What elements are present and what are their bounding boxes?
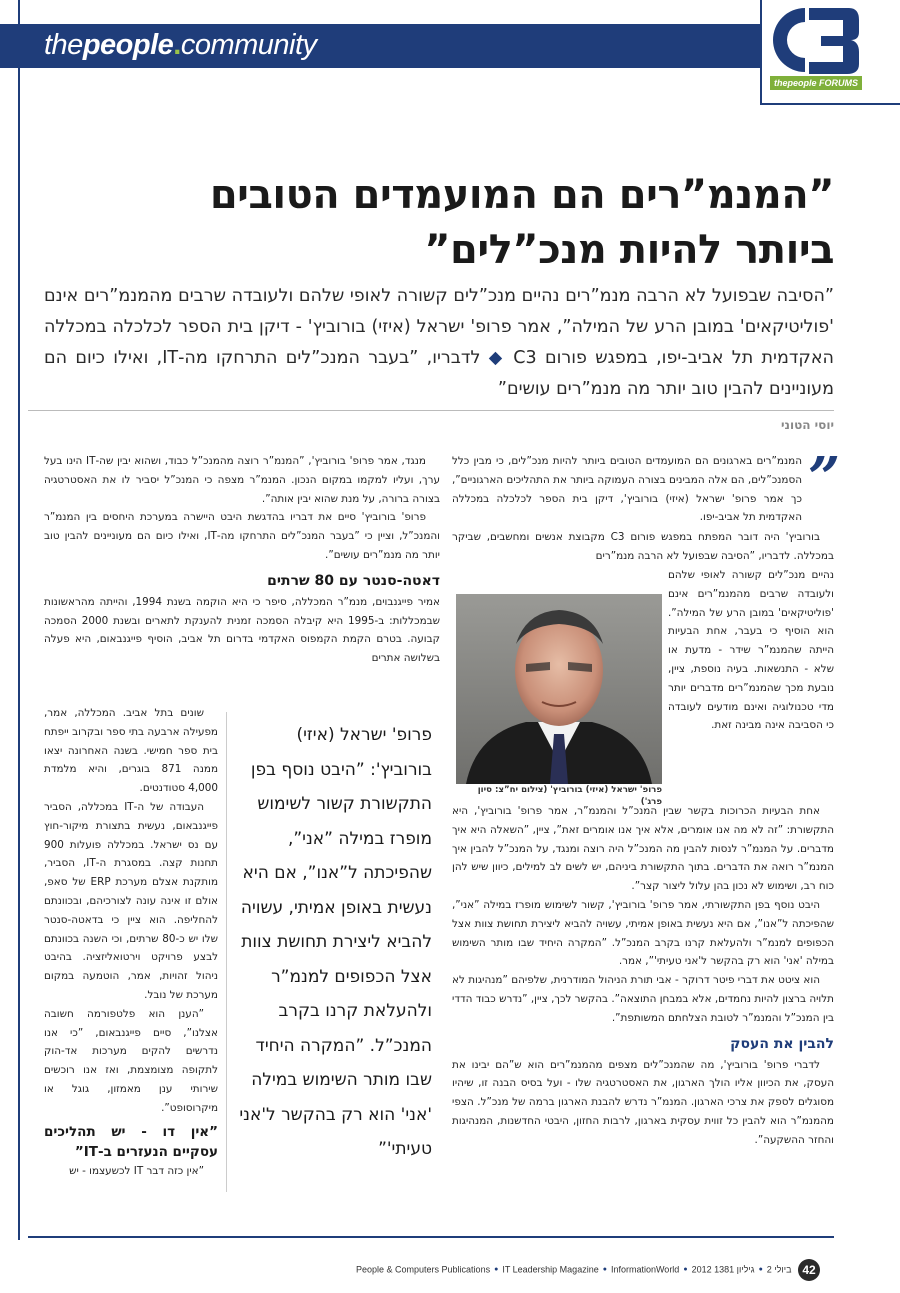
footer-issue: גיליון 1381 — [714, 1264, 755, 1275]
left-narrow-paragraph-2: העבודה של ה-IT במכללה, הסביר פייגנבאום, נעשית בתצורת מיקור-חוץ עם נס ישראל. במכללה פועלות 900 תחנות קצה. במסגרת ה-IT, הסביר, מותקנת אצלם מערכת ERP של סאפ, אולם זו אינה עונה לצורכיהם, ובכוונתם להחליפה. הוא ציין כי בדאטה-סנטר שלו יש כ-80 שרתים, וכי השנה בכוונתם לבצע פרויקט וירטואליזציה. בהיבט ניהול זהויות, אמר, הוטמעה במקום מערכת של נובל. — [44, 800, 218, 1001]
right-column-intro — [452, 452, 802, 527]
diamond-icon: ◆ — [488, 348, 505, 368]
footer-rule — [28, 1236, 834, 1238]
right-paragraph-2: בורוביץ' היה דובר המפתח במפגש פורום C3 מקבוצת אנשים ומחשבים, שביקר במכללה. לדבריו, ”הסיבה שבפועל לא הרבה מנמ”רים — [452, 531, 834, 562]
right-paragraph-4: היבט נוסף בפן התקשורתי, אמר פרופ' בורוביץ', קשור לשימוש מופרז במילה ”אני”, שהפיכתה ל”אנו”, אם היא נעשית באופן אמיתי, עשויה להביא ליצירת תחושת צוות אצל הכפופים למנמ”ר ולהעלאת קרנו בקרב המנכ”ל. ”המקרה היחיד שבו מותר השימוש במילה 'אני' הוא רק בהקשר ל'אני טעיתי'”, אמר. — [452, 898, 834, 968]
footer-bullet-icon: ● — [683, 1266, 688, 1274]
page-footer — [356, 1259, 836, 1281]
subheading-understand-business: להבין את העסק — [730, 1035, 834, 1052]
footer-magazine: IT Leadership Magazine — [502, 1264, 599, 1275]
right-column-p2 — [452, 528, 834, 566]
pull-quote: פרופ' ישראל (איזי) בורוביץ': ”היבט נוסף בפן התקשורת קשור לשימוש מופרז במילה ”אני”, שהפיכתה ל”אנו”, אם היא נעשית באופן אמיתי, עשויה להביא ליצירת תחושת צוות אצל הכפופים למנמ”ר ולהעלאת קרנו בקרב המנכ”ל. ”המקרה היחיד שבו מותר השימוש במילה 'אני' הוא רק בהקשר ל'אני טעיתי'” — [239, 725, 432, 1159]
masthead-community: community — [180, 29, 317, 61]
left-column-upper — [44, 452, 440, 668]
article-headline — [54, 168, 834, 278]
left-narrow-paragraph-1: שונים בתל אביב. המכללה, אמר, מפעילה ארבעה בתי ספר ובקרוב ייפתח בית ספר חמישי. בשנה האחרונה יצאו ממנה 871 בוגרים, והיא מלמדת 4,000 סטודנטים. — [44, 707, 218, 795]
photo-caption: פרופ' ישראל (איזי) בורוביץ' (צילום יח”צ: סיון פרג') — [477, 785, 662, 807]
right-paragraph-6: לדברי פרופ' בורוביץ', מה שהמנכ”לים מצפים מהמנמ”רים הוא ש”הם יבינו את העסק, את הכיוון אליו הולך הארגון, את האסטרטגיה שלו - ועל בסיס הבנה זו, שיהיו מסוגלים לספק את צרכי הארגון. המנמ”ר נדרש להבנת הארגון ברמה של מנכ”ל. הצפי מהמנמ”ר הוא להבין כל זווית עסקית בארגון, לרבות החזון, היבטי החדשנות, המנהיגות והחזר ההשקעה”. — [452, 1058, 834, 1146]
left-narrow-paragraph-3: ”הענן הוא פלטפורמה חשובה אצלנו”, סיים פייגנבאום, ”כי אנו נדרשים להקים מערכות אד-הוק לתקופה מצומצמת, ואז אנו רוכשים שירותי ענן מאמזון, גוגל או מיקרוסופט”. — [44, 1007, 218, 1114]
left-paragraph-2: פרופ' בורוביץ' סיים את דבריו בהדגשת היבט היישרה במערכת היחסים בין המנמ”ר והמנכ”ל, וציין כי ”בעבר המנכ”לים התרחקו מה-IT, ואילו כיום הם מעוניינים להבין טוב יותר מה מנמ”רים עושים”. — [44, 511, 440, 561]
footer-publisher: People & Computers Publications — [356, 1264, 491, 1275]
subheading-no-it: ”אין דו - יש תהליכים עסקיים הנעזרים ב-IT” — [44, 1123, 218, 1160]
logo-tag: thepeople FORUMS — [770, 76, 862, 90]
right-column-lower — [452, 802, 834, 1150]
left-narrow-paragraph-4: ”אין כזה דבר IT לכשעצמו - יש — [69, 1164, 204, 1177]
right-paragraph-3: אחת הבעיות הכרוכות בקשר שבין המנכ”ל והמנמ”ר, אמר פרופ' בורוביץ', היא התקשורת: ”זה לא מה אנו אומרים, אלא איך אנו אומרים זאת”, ציין, ”השאלה היא איך מדברים. על המנמ”ר לנסות להבין מה המנכ”ל היה רוצה ומנגד, על המנכ”ל להבין איך המנמ”ר רואה את הדברים. בתוך התקשורת ביניהם, יש לשים לב למילים, כיוון שיש להן כוח רב, ושימוש לא נכון בהן עלול ליצור קצר”. — [452, 805, 834, 893]
footer-bullet-icon: ● — [758, 1266, 763, 1274]
pullquote-divider — [226, 712, 227, 1192]
c3-logo-mark — [765, 2, 861, 78]
lead-text-2: לדבריו, ”בעבר המנכ”לים התרחקו מה-IT, ואילו כיום הם מעוניינים להבין טוב יותר מה מנמ”רים עושים” — [44, 348, 834, 399]
headline-line-1: ”המנמ”רים הם המועמדים הטובים — [209, 172, 834, 218]
masthead-the: the — [44, 29, 83, 61]
portrait-photo — [456, 594, 662, 784]
byline: יוסי הטוני — [780, 418, 834, 432]
lead-text-1: ”הסיבה שבפועל לא הרבה מנמ”רים נהיים מנכ”לים קשורה לאופי שלהם ולעובדה שרבים מהמנמ”רים אינם 'פוליטיקאים' במובן הרע של המילה”, אמר פרופ' ישראל (איזי) בורוביץ' - דיקן בית הספר לכלכלה במכללה האקדמית תל אביב-יפו, במפגש פורום C3 — [44, 286, 834, 368]
quote-mark-icon: ” — [808, 445, 841, 511]
footer-bullet-icon: ● — [602, 1266, 607, 1274]
masthead-people: people — [82, 29, 174, 61]
lead-divider — [28, 410, 834, 411]
left-narrow-column — [44, 704, 218, 1180]
left-paragraph-1: מנגד, אמר פרופ' בורוביץ', ”המנמ”ר רוצה מהמנכ”ל כבוד, ושהוא יבין שה-IT הינו בעל ערך, ועליו למקמו במקום הנכון. המנמ”ר מצפה כי המנכ”ל יסביר לו את האסטרטגיה בצורה ברורה, על מנת שהוא יבין אותה”. — [44, 455, 440, 505]
right-paragraph-5: הוא ציטט את דברי פיטר דרוקר - אבי תורת הניהול המודרנית, שלפיהם ”מנהיגות לא תלויה ברצון להיות נחמדים, אלא במבחן התוצאה”. בהקשר לכך, ציין, ”נדרש כבוד הדדי בין המנכ”ל והמנמ”ר לטובת הצלחתם המשותפת”. — [452, 974, 834, 1024]
left-margin-rule — [18, 0, 20, 1240]
page-number: 42 — [798, 1259, 820, 1281]
article-lead — [44, 281, 834, 405]
footer-infoworld: InformationWorld — [610, 1264, 680, 1275]
masthead — [44, 26, 317, 64]
footer-date: 2012 ביולי 2 — [691, 1264, 792, 1275]
headline-line-2: ביותר להיות מנכ”לים” — [424, 227, 834, 273]
right-narrow-column: נהיים מנכ”לים קשורה לאופי שלהם ולעובדה שרבים מהמנמ”רים אינם 'פוליטיקאים' במובן הרע של המילה”. הוא הוסיף כי בעבר, אחת הבעיות הייתה שהמנמ”ר שידר - מדעת או שלא - התנשאות. בעיה נוספת, ציין, נובעת מכך שהמנמ”רים מדברים יותר מדי טכנולוגיה ואינם מודעים לעובדה כי הסביבה אינה מבינה זאת. — [668, 569, 834, 732]
left-paragraph-3: אמיר פייגנבוים, מנמ”ר המכללה, סיפר כי היא הוקמה בשנת 1994, והייתה מהראשונות שבמכללות: ב-1995 היא קיבלה הסמכה זמנית להענקת לתארים ובשנת 2000 הסמכה קבועה. בטרם הקמת הקמפוס האקדמי בדרום תל אביב, הוסיף פייגנבאום, היא פעלה בשלושה אתרים — [44, 595, 440, 665]
portrait-image — [456, 594, 662, 784]
footer-bullet-icon: ● — [494, 1266, 499, 1274]
right-paragraph-1: המנמ”רים בארגונים הם המועמדים הטובים ביותר להיות מנכ”לים, כי מבין כלל הסמנכ”לים, הם אלה המבינים בצורה העמוקה ביותר את התהליכים הארגוניים”, כך אמר פרופ' ישראל (איזי) בורוביץ', דיקן בית הספר לכלכלה במכללה האקדמית תל אביב-יפו. — [452, 455, 802, 524]
c3-logo — [760, 0, 900, 105]
masthead-dot: . — [173, 29, 181, 61]
subheading-datacenter: דאטה-סנטר עם 80 שרתים — [267, 572, 440, 589]
